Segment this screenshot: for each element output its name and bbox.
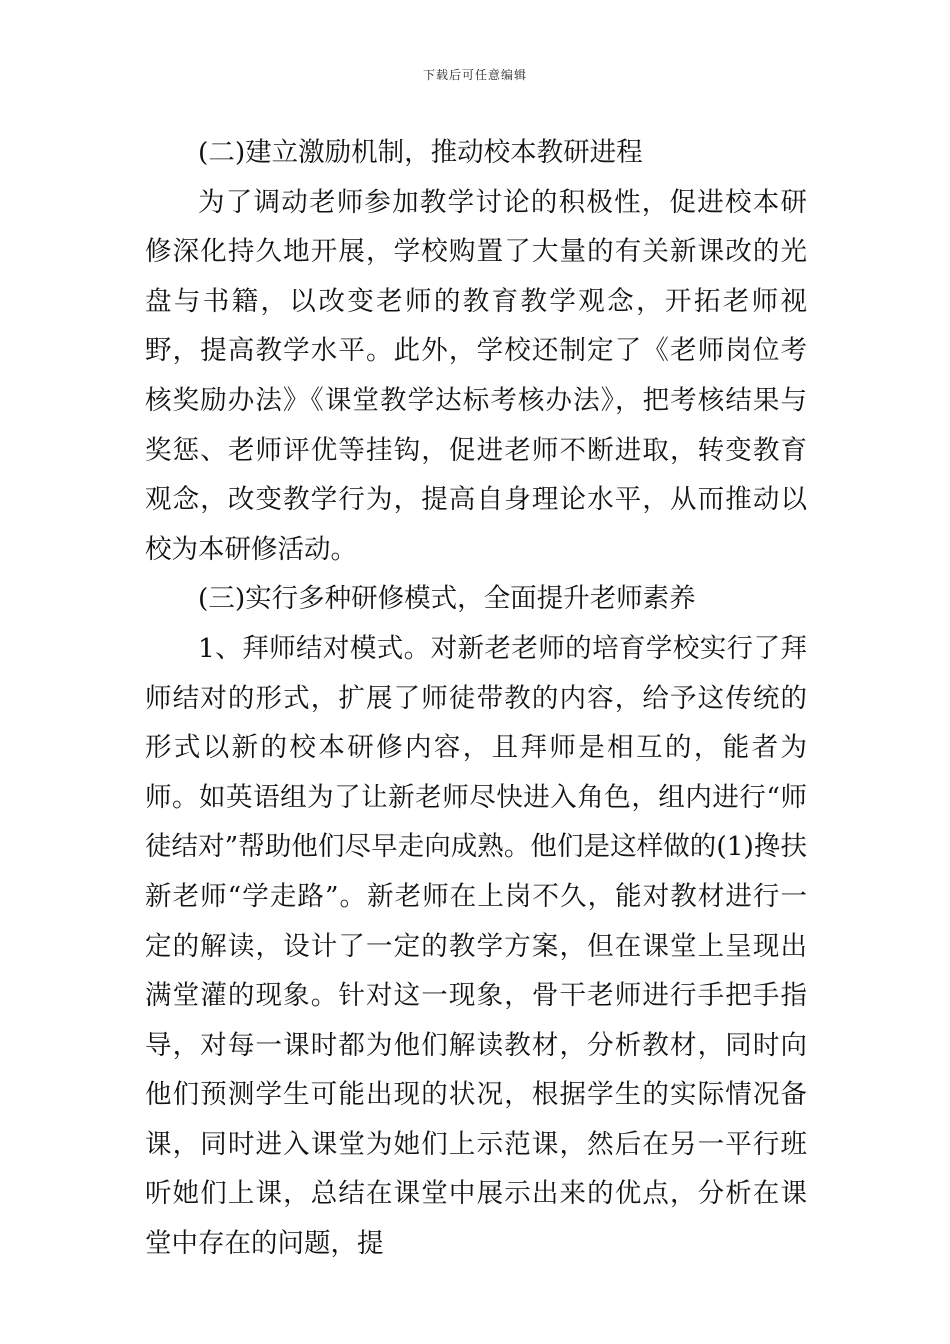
section-heading-2: (二)建立激励机制，推动校本教研进程: [198, 137, 643, 168]
document-body: [145, 128, 807, 1269]
section-heading-3: (三)实行多种研修模式，全面提升老师素养: [198, 583, 696, 615]
page-header-note: 下载后可任意编辑: [422, 68, 527, 82]
paragraph-incentive: 为了调动老师参加教学讨论的积极性，促进校本研修深化持久地开展，学校购置了大量的有关新课改的光盘与书籍，以改变老师的教育教学观念，开拓老师视野，提高教学水平。此外，学校还制定了《老师岗位考核奖励办法》《课堂教学达标考核办法》，把考核结果与奖惩、老师评优等挂钩，促进老师不断进取，转变教育观念，改变教学行为，提高自身理论水平，从而推动以校为本研修活动。: [145, 186, 807, 565]
paragraph-mentoring: 1、拜师结对模式。对新老老师的培育学校实行了拜师结对的形式，扩展了师徒带教的内容，给予这传统的形式以新的校本研修内容，且拜师是相互的，能者为师。如英语组为了让新老师尽快进入角色，组内进行“师徒结对”帮助他们尽早走向成熟。他们是这样做的(1)搀扶新老师“学走路”。新老师在上岗不久，能对教材进行一定的解读，设计了一定的教学方案，但在课堂上呈现出满堂灌的现象。针对这一现象，骨干老师进行手把手指导，对每一课时都为他们解读教材，分析教材，同时向他们预测学生可能出现的状况，根据学生的实际情况备课，同时进入课堂为她们上示范课，然后在另一平行班听她们上课，总结在课堂中展示出来的优点，分析在课堂中存在的问题，提: [145, 632, 807, 1260]
